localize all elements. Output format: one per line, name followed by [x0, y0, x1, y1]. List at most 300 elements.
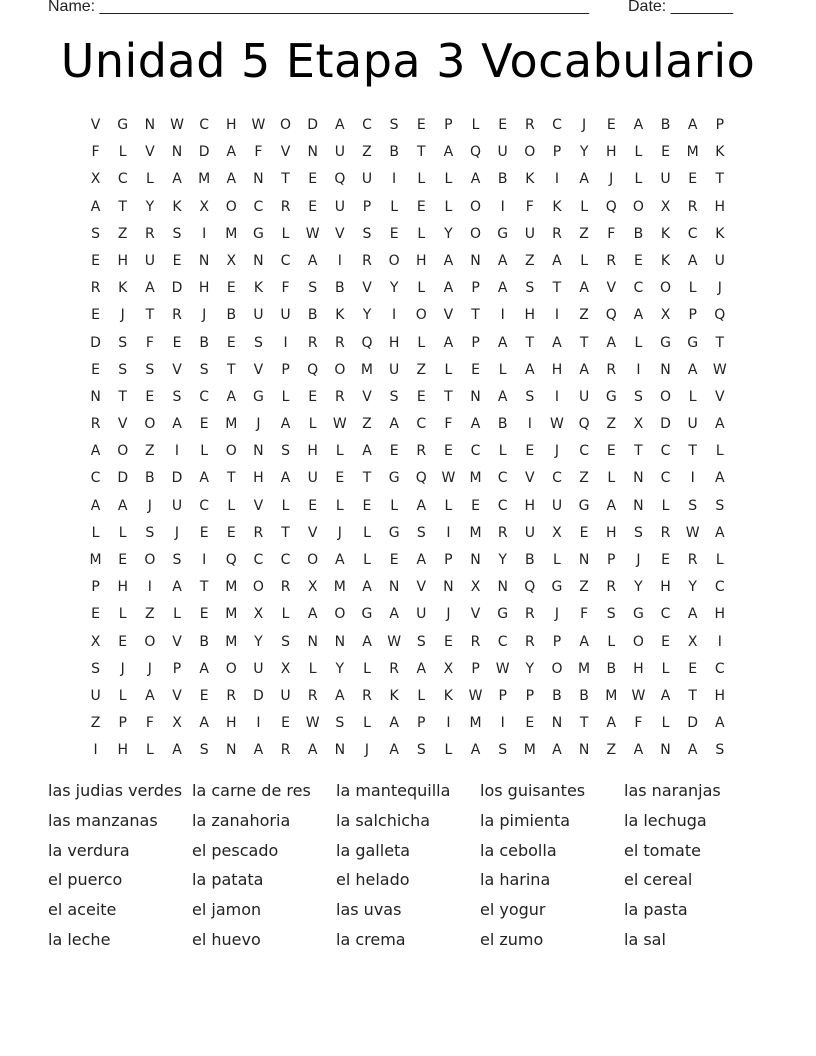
grid-letter[interactable]: W — [305, 715, 320, 732]
grid-letter[interactable]: B — [525, 552, 535, 568]
grid-letter[interactable]: T — [199, 579, 209, 596]
grid-letter[interactable]: A — [715, 715, 725, 732]
grid-letter[interactable]: M — [469, 524, 482, 541]
grid-letter[interactable]: T — [118, 388, 127, 405]
grid-letter[interactable]: L — [390, 198, 399, 215]
grid-letter[interactable]: S — [172, 225, 182, 242]
grid-letter[interactable]: R — [280, 579, 291, 596]
grid-letter[interactable]: L — [281, 606, 290, 623]
grid-letter[interactable]: E — [91, 252, 100, 269]
grid-letter[interactable]: L — [281, 497, 290, 514]
grid-letter[interactable]: A — [579, 361, 589, 378]
grid-letter[interactable]: S — [416, 742, 426, 759]
grid-letter[interactable]: E — [579, 524, 589, 541]
grid-letter[interactable]: M — [333, 579, 346, 596]
name-field-label[interactable]: Name: _______________________________________________________ — [48, 0, 589, 15]
grid-letter[interactable]: P — [715, 117, 725, 133]
grid-letter[interactable]: A — [443, 280, 454, 297]
grid-letter[interactable]: E — [145, 388, 155, 405]
grid-letter[interactable]: E — [416, 388, 426, 405]
grid-letter[interactable]: E — [498, 117, 508, 133]
grid-letter[interactable]: U — [388, 361, 400, 378]
grid-letter[interactable]: R — [687, 198, 698, 215]
grid-letter[interactable]: R — [144, 225, 155, 242]
grid-letter[interactable]: Y — [525, 660, 535, 677]
grid-letter[interactable]: Y — [688, 579, 697, 596]
grid-letter[interactable]: R — [416, 443, 427, 460]
grid-letter[interactable]: R — [362, 687, 372, 704]
grid-letter[interactable]: B — [579, 687, 589, 704]
grid-letter[interactable]: L — [118, 144, 127, 161]
grid-letter[interactable]: C — [660, 606, 671, 623]
grid-letter[interactable]: X — [552, 524, 562, 541]
grid-letter[interactable]: A — [389, 416, 399, 433]
grid-letter[interactable]: T — [525, 334, 535, 351]
grid-letter[interactable]: J — [337, 524, 342, 541]
grid-letter[interactable]: N — [307, 633, 318, 650]
grid-letter[interactable]: T — [634, 443, 643, 460]
grid-letter[interactable]: C — [253, 198, 264, 215]
grid-letter[interactable]: E — [308, 497, 318, 514]
grid-letter[interactable]: A — [226, 388, 237, 405]
grid-letter[interactable]: J — [174, 524, 180, 541]
grid-letter[interactable]: U — [307, 470, 318, 487]
grid-letter[interactable]: N — [198, 252, 210, 269]
grid-letter[interactable]: H — [714, 606, 726, 623]
grid-letter[interactable]: L — [580, 198, 588, 215]
grid-letter[interactable]: P — [471, 280, 480, 297]
grid-letter[interactable]: X — [90, 171, 101, 188]
grid-letter[interactable]: R — [497, 524, 508, 541]
grid-letter[interactable]: J — [446, 606, 451, 623]
grid-letter[interactable]: K — [172, 198, 182, 215]
grid-letter[interactable]: N — [443, 579, 454, 596]
grid-letter[interactable]: J — [147, 497, 152, 514]
grid-letter[interactable]: H — [714, 687, 726, 704]
grid-letter[interactable]: M — [89, 552, 102, 568]
grid-letter[interactable]: W — [468, 687, 483, 704]
grid-letter[interactable]: H — [226, 117, 237, 133]
grid-letter[interactable]: H — [524, 497, 536, 514]
grid-letter[interactable]: E — [416, 117, 426, 133]
grid-letter[interactable]: I — [446, 524, 451, 541]
grid-letter[interactable]: I — [636, 361, 641, 378]
grid-letter[interactable]: E — [118, 633, 128, 650]
grid-letter[interactable]: R — [552, 225, 562, 242]
grid-letter[interactable]: A — [687, 252, 698, 269]
grid-letter[interactable]: U — [524, 225, 535, 242]
grid-letter[interactable]: C — [470, 443, 481, 460]
grid-letter[interactable]: U — [144, 252, 155, 269]
grid-letter[interactable]: A — [172, 416, 182, 433]
grid-letter[interactable]: R — [606, 252, 617, 269]
grid-letter[interactable]: H — [253, 470, 264, 487]
grid-letter[interactable]: A — [470, 416, 481, 433]
grid-letter[interactable]: M — [469, 470, 482, 487]
grid-letter[interactable]: K — [443, 687, 453, 704]
grid-letter[interactable]: N — [660, 742, 671, 759]
grid-letter[interactable]: P — [688, 307, 697, 324]
grid-letter[interactable]: E — [226, 334, 236, 351]
grid-letter[interactable]: M — [225, 633, 238, 650]
grid-letter[interactable]: Q — [605, 198, 617, 215]
date-field-label[interactable]: Date: _______ — [628, 0, 733, 15]
grid-letter[interactable]: D — [90, 334, 101, 351]
grid-letter[interactable]: C — [280, 252, 291, 269]
grid-letter[interactable]: N — [334, 633, 346, 650]
grid-letter[interactable]: O — [117, 443, 129, 460]
grid-letter[interactable]: A — [172, 171, 182, 188]
grid-letter[interactable]: A — [715, 524, 725, 541]
grid-letter[interactable]: E — [281, 715, 290, 732]
grid-letter[interactable]: M — [360, 361, 374, 378]
grid-letter[interactable]: R — [90, 280, 101, 297]
grid-letter[interactable]: X — [660, 198, 671, 215]
grid-letter[interactable]: A — [335, 117, 345, 133]
grid-letter[interactable]: V — [362, 280, 372, 297]
grid-letter[interactable]: A — [199, 715, 209, 732]
grid-letter[interactable]: T — [281, 524, 290, 541]
grid-letter[interactable]: A — [90, 198, 101, 215]
grid-letter[interactable]: E — [172, 334, 182, 351]
grid-letter[interactable]: T — [444, 388, 453, 405]
grid-letter[interactable]: T — [579, 334, 589, 351]
grid-letter[interactable]: R — [334, 388, 345, 405]
grid-letter[interactable]: Q — [470, 144, 482, 161]
grid-letter[interactable]: Z — [90, 715, 101, 732]
grid-letter[interactable]: T — [362, 470, 372, 487]
grid-letter[interactable]: N — [90, 388, 101, 405]
grid-letter[interactable]: N — [470, 252, 481, 269]
grid-letter[interactable]: C — [714, 579, 725, 596]
grid-letter[interactable]: T — [579, 715, 589, 732]
grid-letter[interactable]: Y — [362, 307, 372, 324]
grid-letter[interactable]: H — [117, 742, 128, 759]
grid-letter[interactable]: L — [118, 687, 127, 704]
grid-letter[interactable]: G — [687, 334, 699, 351]
grid-letter[interactable]: S — [91, 660, 101, 677]
grid-letter[interactable]: O — [144, 633, 156, 650]
grid-letter[interactable]: O — [632, 198, 644, 215]
grid-letter[interactable]: C — [497, 633, 508, 650]
grid-letter[interactable]: S — [253, 334, 263, 351]
grid-letter[interactable]: L — [444, 497, 453, 514]
grid-letter[interactable]: W — [251, 117, 266, 133]
grid-letter[interactable]: I — [500, 307, 505, 324]
grid-letter[interactable]: A — [687, 361, 698, 378]
grid-letter[interactable]: V — [416, 579, 427, 596]
grid-letter[interactable]: I — [174, 443, 180, 460]
grid-letter[interactable]: A — [307, 252, 318, 269]
grid-letter[interactable]: A — [362, 633, 372, 650]
grid-letter[interactable]: O — [252, 579, 264, 596]
grid-letter[interactable]: B — [307, 307, 318, 324]
grid-letter[interactable]: U — [334, 198, 345, 215]
grid-letter[interactable]: X — [226, 252, 237, 269]
grid-letter[interactable]: O — [470, 225, 482, 242]
grid-letter[interactable]: R — [280, 198, 291, 215]
grid-letter[interactable]: F — [281, 280, 290, 297]
grid-letter[interactable]: A — [497, 252, 508, 269]
grid-letter[interactable]: K — [118, 280, 128, 297]
grid-letter[interactable]: A — [552, 742, 562, 759]
grid-letter[interactable]: A — [633, 307, 644, 324]
grid-letter[interactable]: S — [525, 388, 535, 405]
grid-letter[interactable]: Q — [334, 171, 346, 188]
grid-letter[interactable]: L — [363, 552, 371, 568]
grid-letter[interactable]: A — [416, 497, 427, 514]
grid-letter[interactable]: O — [307, 552, 319, 568]
grid-letter[interactable]: U — [280, 687, 291, 704]
grid-letter[interactable]: T — [552, 280, 562, 297]
grid-letter[interactable]: Z — [145, 606, 155, 623]
grid-letter[interactable]: Q — [307, 361, 319, 378]
grid-letter[interactable]: Z — [145, 443, 155, 460]
grid-letter[interactable]: A — [117, 497, 128, 514]
grid-letter[interactable]: J — [717, 280, 722, 297]
grid-letter[interactable]: L — [661, 660, 670, 677]
grid-letter[interactable]: F — [634, 715, 643, 732]
grid-letter[interactable]: B — [226, 307, 237, 324]
grid-letter[interactable]: T — [118, 198, 127, 215]
grid-letter[interactable]: V — [172, 687, 182, 704]
grid-letter[interactable]: N — [388, 579, 400, 596]
grid-letter[interactable]: I — [392, 307, 397, 324]
grid-letter[interactable]: B — [199, 334, 209, 351]
grid-letter[interactable]: E — [118, 552, 128, 568]
grid-letter[interactable]: I — [500, 198, 505, 215]
grid-letter[interactable]: N — [470, 388, 481, 405]
grid-letter[interactable]: T — [715, 171, 725, 188]
grid-letter[interactable]: I — [446, 715, 451, 732]
grid-letter[interactable]: O — [280, 117, 292, 133]
grid-letter[interactable]: V — [172, 361, 182, 378]
grid-letter[interactable]: P — [444, 552, 453, 568]
grid-letter[interactable]: Q — [524, 579, 536, 596]
grid-letter[interactable]: R — [470, 633, 481, 650]
grid-letter[interactable]: E — [226, 524, 236, 541]
grid-letter[interactable]: X — [633, 416, 644, 433]
grid-letter[interactable]: B — [335, 280, 345, 297]
grid-letter[interactable]: E — [389, 225, 399, 242]
grid-letter[interactable]: H — [714, 198, 726, 215]
grid-letter[interactable]: C — [633, 280, 644, 297]
grid-letter[interactable]: Z — [362, 144, 372, 161]
grid-letter[interactable]: M — [578, 660, 591, 677]
grid-letter[interactable]: H — [117, 252, 128, 269]
grid-letter[interactable]: R — [606, 361, 617, 378]
grid-letter[interactable]: Z — [117, 225, 128, 242]
grid-letter[interactable]: L — [444, 198, 453, 215]
grid-letter[interactable]: G — [117, 117, 129, 133]
grid-letter[interactable]: V — [280, 144, 291, 161]
grid-letter[interactable]: C — [199, 497, 210, 514]
grid-letter[interactable]: G — [605, 388, 617, 405]
grid-letter[interactable]: P — [552, 144, 562, 161]
grid-letter[interactable]: A — [443, 144, 454, 161]
grid-letter[interactable]: A — [389, 715, 399, 732]
grid-letter[interactable]: W — [550, 416, 564, 433]
grid-letter[interactable]: N — [307, 144, 318, 161]
grid-letter[interactable]: I — [690, 470, 695, 487]
grid-letter[interactable]: H — [415, 252, 427, 269]
grid-letter[interactable]: S — [715, 497, 725, 514]
grid-letter[interactable]: S — [335, 715, 345, 732]
grid-letter[interactable]: N — [633, 470, 644, 487]
grid-letter[interactable]: A — [280, 470, 291, 487]
grid-letter[interactable]: P — [91, 579, 100, 596]
grid-letter[interactable]: N — [497, 579, 508, 596]
grid-letter[interactable]: J — [147, 660, 152, 677]
grid-letter[interactable]: A — [416, 660, 427, 677]
grid-letter[interactable]: R — [524, 606, 535, 623]
grid-letter[interactable]: S — [145, 524, 155, 541]
grid-letter[interactable]: N — [633, 497, 644, 514]
grid-letter[interactable]: I — [717, 633, 722, 650]
grid-letter[interactable]: A — [470, 742, 481, 759]
grid-letter[interactable]: L — [417, 687, 426, 704]
grid-letter[interactable]: M — [225, 416, 238, 433]
grid-letter[interactable]: X — [443, 660, 454, 677]
grid-letter[interactable]: U — [361, 171, 373, 188]
grid-letter[interactable]: F — [607, 225, 616, 242]
grid-letter[interactable]: P — [498, 687, 507, 704]
grid-letter[interactable]: W — [332, 416, 347, 433]
grid-letter[interactable]: E — [91, 361, 100, 378]
grid-letter[interactable]: A — [90, 497, 101, 514]
grid-letter[interactable]: L — [308, 416, 317, 433]
grid-letter[interactable]: S — [525, 280, 535, 297]
grid-letter[interactable]: L — [607, 633, 616, 650]
grid-letter[interactable]: H — [605, 144, 617, 161]
grid-letter[interactable]: S — [145, 361, 155, 378]
grid-letter[interactable]: K — [389, 687, 399, 704]
grid-letter[interactable]: Q — [605, 307, 617, 324]
grid-letter[interactable]: H — [117, 579, 128, 596]
grid-letter[interactable]: R — [524, 633, 535, 650]
grid-letter[interactable]: V — [172, 633, 182, 650]
grid-letter[interactable]: A — [90, 443, 101, 460]
grid-letter[interactable]: C — [199, 117, 210, 133]
grid-letter[interactable]: R — [524, 117, 535, 133]
grid-letter[interactable]: I — [93, 742, 98, 759]
grid-letter[interactable]: F — [580, 606, 589, 623]
grid-letter[interactable]: V — [307, 524, 318, 541]
grid-letter[interactable]: B — [497, 416, 508, 433]
grid-letter[interactable]: V — [253, 361, 264, 378]
grid-letter[interactable]: F — [444, 416, 453, 433]
grid-letter[interactable]: O — [551, 660, 563, 677]
grid-letter[interactable]: L — [145, 171, 154, 188]
grid-letter[interactable]: P — [471, 334, 480, 351]
grid-letter[interactable]: A — [470, 171, 481, 188]
grid-letter[interactable]: A — [307, 606, 318, 623]
grid-letter[interactable]: H — [660, 579, 671, 596]
grid-letter[interactable]: S — [633, 524, 643, 541]
grid-letter[interactable]: E — [335, 470, 345, 487]
grid-letter[interactable]: X — [470, 579, 481, 596]
grid-letter[interactable]: S — [362, 225, 372, 242]
grid-letter[interactable]: F — [91, 144, 100, 161]
grid-letter[interactable]: V — [443, 307, 454, 324]
grid-letter[interactable]: I — [527, 416, 532, 433]
grid-letter[interactable]: U — [90, 687, 101, 704]
grid-letter[interactable]: E — [688, 171, 698, 188]
grid-letter[interactable]: I — [337, 252, 342, 269]
grid-letter[interactable]: U — [253, 660, 264, 677]
grid-letter[interactable]: T — [471, 307, 480, 324]
grid-letter[interactable]: L — [634, 144, 643, 161]
grid-letter[interactable]: A — [497, 334, 508, 351]
grid-letter[interactable]: R — [362, 252, 372, 269]
grid-letter[interactable]: K — [660, 225, 671, 242]
grid-letter[interactable]: J — [202, 307, 207, 324]
grid-letter[interactable]: E — [471, 497, 480, 514]
grid-letter[interactable]: L — [390, 497, 399, 514]
grid-letter[interactable]: V — [145, 144, 155, 161]
grid-letter[interactable]: E — [199, 606, 209, 623]
grid-letter[interactable]: I — [554, 307, 560, 324]
grid-letter[interactable]: A — [579, 280, 589, 297]
grid-letter[interactable]: V — [362, 388, 372, 405]
grid-letter[interactable]: G — [632, 606, 644, 623]
grid-letter[interactable]: L — [281, 225, 290, 242]
grid-letter[interactable]: Y — [634, 579, 643, 596]
grid-letter[interactable]: A — [633, 117, 644, 133]
grid-letter[interactable]: U — [714, 252, 725, 269]
grid-letter[interactable]: L — [363, 715, 371, 732]
grid-letter[interactable]: M — [523, 742, 536, 759]
grid-letter[interactable]: V — [525, 470, 535, 487]
grid-letter[interactable]: A — [552, 334, 562, 351]
grid-letter[interactable]: Q — [415, 470, 427, 487]
grid-letter[interactable]: D — [253, 687, 264, 704]
grid-letter[interactable]: S — [389, 388, 399, 405]
grid-letter[interactable]: M — [225, 579, 238, 596]
grid-letter[interactable]: C — [199, 388, 210, 405]
grid-letter[interactable]: R — [90, 416, 101, 433]
grid-letter[interactable]: O — [144, 552, 156, 568]
grid-letter[interactable]: Y — [145, 198, 155, 215]
grid-letter[interactable]: T — [281, 171, 290, 188]
grid-letter[interactable]: L — [634, 171, 643, 188]
grid-letter[interactable]: O — [524, 144, 536, 161]
grid-letter[interactable]: N — [253, 252, 264, 269]
grid-letter[interactable]: M — [605, 687, 618, 704]
grid-letter[interactable]: B — [552, 687, 562, 704]
grid-letter[interactable]: X — [280, 660, 291, 677]
grid-letter[interactable]: N — [470, 552, 481, 568]
grid-letter[interactable]: N — [253, 171, 264, 188]
grid-letter[interactable]: A — [497, 280, 508, 297]
grid-letter[interactable]: A — [606, 497, 617, 514]
grid-letter[interactable]: G — [497, 225, 509, 242]
grid-letter[interactable]: M — [225, 606, 238, 623]
grid-letter[interactable]: H — [307, 443, 318, 460]
grid-letter[interactable]: R — [226, 687, 237, 704]
grid-letter[interactable]: U — [171, 497, 183, 514]
grid-letter[interactable]: E — [226, 280, 236, 297]
grid-letter[interactable]: I — [554, 171, 560, 188]
grid-letter[interactable]: Y — [254, 633, 263, 650]
grid-letter[interactable]: C — [497, 497, 508, 514]
grid-letter[interactable]: S — [308, 280, 318, 297]
grid-letter[interactable]: I — [392, 171, 397, 188]
grid-letter[interactable]: C — [362, 117, 372, 133]
grid-letter[interactable]: N — [551, 715, 563, 732]
grid-letter[interactable]: G — [660, 334, 671, 351]
grid-letter[interactable]: P — [281, 361, 290, 378]
